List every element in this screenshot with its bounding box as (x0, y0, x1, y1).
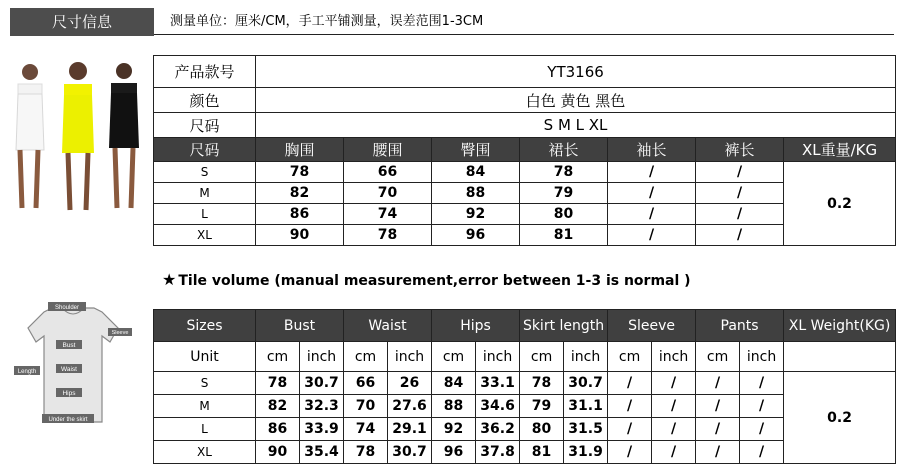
unit-cell: cm (520, 342, 564, 372)
table-cell: / (740, 395, 784, 418)
unit-cell: inch (300, 342, 344, 372)
table-cell: 90 (256, 441, 300, 464)
table-cell: / (696, 183, 784, 204)
table-cell: L (154, 204, 256, 225)
table-cell: / (696, 395, 740, 418)
col-header-sizes: Sizes (154, 310, 256, 342)
size-value: S M L XL (256, 113, 896, 138)
col-header-pants: Pants (696, 310, 784, 342)
table-cell: 92 (432, 204, 520, 225)
size-label: 尺码 (154, 113, 256, 138)
table-cell: S (154, 162, 256, 183)
diagram-label-waist: Waist (60, 366, 78, 373)
tile-volume-note-text: Tile volume (manual measurement,error between 1-3 is normal ) (178, 273, 691, 289)
table-cell: / (652, 395, 696, 418)
table-cell: 92 (432, 418, 476, 441)
table-cell: XL (154, 441, 256, 464)
diagram-label-hips: Hips (62, 390, 76, 397)
table-cell: 66 (344, 372, 388, 395)
unit-cell: inch (652, 342, 696, 372)
table-cell: / (696, 372, 740, 395)
table-cell: 30.7 (564, 372, 608, 395)
unit-cell: cm (696, 342, 740, 372)
col-header-size: 尺码 (154, 138, 256, 162)
table-cell: 78 (344, 441, 388, 464)
color-label: 颜色 (154, 88, 256, 113)
table-cell: 33.1 (476, 372, 520, 395)
table-cell: XL (154, 225, 256, 246)
table-cell: 88 (432, 183, 520, 204)
table-cell: / (608, 395, 652, 418)
product-code-value: YT3166 (256, 56, 896, 88)
col-header-hips: 臀围 (432, 138, 520, 162)
table-cell: 80 (520, 418, 564, 441)
col-header-sleeve: Sleeve (608, 310, 696, 342)
unit-label: Unit (154, 342, 256, 372)
col-header-pants: 裤长 (696, 138, 784, 162)
table-cell: 86 (256, 204, 344, 225)
diagram-label-shoulder: Shoulder (54, 305, 80, 311)
product-code-label: 产品款号 (154, 56, 256, 88)
table-cell: 31.1 (564, 395, 608, 418)
table-cell: / (608, 225, 696, 246)
col-header-waist: Waist (344, 310, 432, 342)
table-cell: S (154, 372, 256, 395)
unit-cell: cm (256, 342, 300, 372)
weight-value: 0.2 (784, 372, 896, 464)
table-cell: 82 (256, 395, 300, 418)
col-header-bust: Bust (256, 310, 344, 342)
diagram-label-sleeve: Sleeve (111, 330, 129, 336)
table-cell: 84 (432, 372, 476, 395)
table-cell: 78 (520, 372, 564, 395)
table-cell: 30.7 (388, 441, 432, 464)
unit-cell: inch (476, 342, 520, 372)
col-header-weight: XL Weight(KG) (784, 310, 896, 342)
model-photos-image (8, 58, 146, 218)
table-cell: / (696, 418, 740, 441)
table-cell: / (608, 183, 696, 204)
table-cell: / (696, 225, 784, 246)
table-row (154, 162, 896, 183)
table-cell: 78 (520, 162, 608, 183)
table-cell: 81 (520, 441, 564, 464)
table-cell: M (154, 183, 256, 204)
table-cell: 96 (432, 441, 476, 464)
table-cell: 78 (344, 225, 432, 246)
table-cell: 70 (344, 395, 388, 418)
table-cell: 78 (256, 162, 344, 183)
table-cell: 82 (256, 183, 344, 204)
diagram-label-bust: Bust (62, 342, 76, 349)
table-cell: 88 (432, 395, 476, 418)
table-cell: / (608, 162, 696, 183)
table-cell: / (608, 372, 652, 395)
table-cell: 66 (344, 162, 432, 183)
tile-volume-note (162, 270, 691, 289)
table-cell: 27.6 (388, 395, 432, 418)
table-cell: / (696, 204, 784, 225)
table-cell: / (652, 372, 696, 395)
table-cell: 80 (520, 204, 608, 225)
table-row (154, 372, 896, 395)
star-icon: ★ (162, 270, 177, 289)
col-header-sleeve: 袖长 (608, 138, 696, 162)
size-table-en (153, 309, 896, 464)
color-value: 白色 黄色 黑色 (256, 88, 896, 113)
col-header-skirt-length: 裙长 (520, 138, 608, 162)
table-cell: / (652, 418, 696, 441)
table-cell: / (740, 372, 784, 395)
table-cell: 79 (520, 395, 564, 418)
col-header-hips: Hips (432, 310, 520, 342)
table-cell: 78 (256, 372, 300, 395)
unit-cell-empty (784, 342, 896, 372)
table-cell: 36.2 (476, 418, 520, 441)
table-cell: 29.1 (388, 418, 432, 441)
table-cell: 70 (344, 183, 432, 204)
unit-cell: cm (432, 342, 476, 372)
unit-cell: inch (740, 342, 784, 372)
col-header-weight: XL重量/KG (784, 138, 896, 162)
table-cell: 74 (344, 204, 432, 225)
diagram-label-under: Under the skirt (48, 417, 88, 423)
col-header-skirt-length: Skirt length (520, 310, 608, 342)
table-cell: 35.4 (300, 441, 344, 464)
table-cell: 34.6 (476, 395, 520, 418)
table-cell: / (608, 418, 652, 441)
table-cell: 90 (256, 225, 344, 246)
table-cell: 37.8 (476, 441, 520, 464)
table-cell: / (696, 162, 784, 183)
table-cell: 31.9 (564, 441, 608, 464)
table-cell: 33.9 (300, 418, 344, 441)
table-cell: / (740, 441, 784, 464)
table-cell: 30.7 (300, 372, 344, 395)
measurement-note: 测量单位：厘米/CM，手工平铺测量，误差范围1-3CM (170, 14, 484, 29)
table-cell: / (740, 418, 784, 441)
table-cell: 31.5 (564, 418, 608, 441)
table-cell: 81 (520, 225, 608, 246)
table-cell: / (608, 441, 652, 464)
weight-value: 0.2 (784, 162, 896, 246)
table-cell: 96 (432, 225, 520, 246)
unit-cell: inch (388, 342, 432, 372)
table-cell: L (154, 418, 256, 441)
table-cell: 84 (432, 162, 520, 183)
unit-cell: cm (344, 342, 388, 372)
measurement-diagram-image (10, 302, 136, 430)
unit-cell: inch (564, 342, 608, 372)
table-cell: 26 (388, 372, 432, 395)
diagram-label-length: Length (17, 369, 37, 375)
header-divider (154, 34, 894, 35)
table-cell: / (696, 441, 740, 464)
table-cell: 79 (520, 183, 608, 204)
unit-cell: cm (608, 342, 652, 372)
table-cell: / (608, 204, 696, 225)
table-cell: 32.3 (300, 395, 344, 418)
col-header-bust: 胸围 (256, 138, 344, 162)
table-cell: M (154, 395, 256, 418)
size-table-cn (153, 55, 896, 246)
col-header-waist: 腰围 (344, 138, 432, 162)
table-cell: / (652, 441, 696, 464)
table-cell: 86 (256, 418, 300, 441)
section-title-tab: 尺寸信息 (10, 8, 154, 36)
table-cell: 74 (344, 418, 388, 441)
